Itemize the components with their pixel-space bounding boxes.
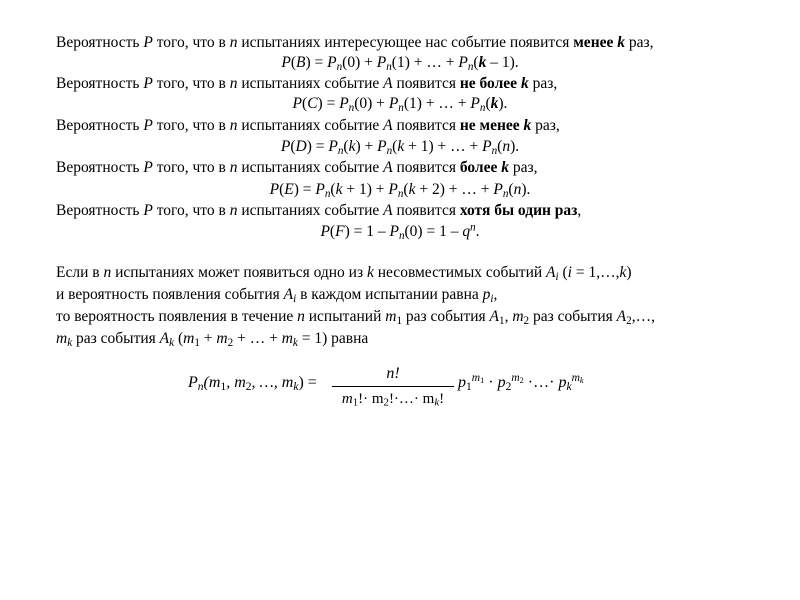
text-fragment: раз, <box>528 75 558 92</box>
text-fragment: раз, <box>625 34 654 51</box>
symbol-k: k <box>501 159 509 176</box>
text-fragment: того, что в <box>152 34 230 51</box>
sub-n: n <box>324 187 331 200</box>
symbol-P: P <box>328 138 338 155</box>
text-fragment: того, что в <box>152 117 230 134</box>
symbol-A: A <box>383 202 393 219</box>
text-fragment: , <box>577 202 582 219</box>
text-fragment: ( <box>558 264 568 281</box>
sub-1: 1 <box>220 380 227 393</box>
symbol-p: p <box>482 286 491 303</box>
exp-sub-k: k <box>579 376 584 386</box>
symbol-P: P <box>315 181 325 198</box>
symbol-p: p <box>497 374 506 391</box>
symbol-P: P <box>388 95 399 112</box>
symbol-P: P <box>143 75 153 92</box>
symbol-k: k <box>617 34 626 51</box>
text-fragment: , <box>493 286 498 303</box>
formula-P-E: $P(E) = P_n(k + 1) + P_n(k + 2)$ + … + $P_n(n)$. <box>269 181 531 200</box>
symbol-P: P <box>320 223 330 240</box>
text-fragment: появится <box>392 159 460 176</box>
fraction-bar <box>332 386 454 387</box>
text-fragment: (0) + <box>354 95 389 112</box>
symbol-P: P <box>389 223 399 240</box>
text-fragment: ) <box>626 264 632 281</box>
text-fragment: несовместимых событий <box>373 264 547 281</box>
text-fragment: ). <box>510 138 520 155</box>
formula-P-B: $P(B) = P_n(0) + P_n(1)$ + … + $P_n(k - 1)$. <box>281 54 519 73</box>
text-fragment: того, что в <box>152 75 230 92</box>
numerator-text: n! <box>386 365 400 382</box>
sub-n: n <box>386 60 392 73</box>
sub-i: i <box>555 270 559 283</box>
text-fragment: раз события <box>529 308 617 325</box>
text-fragment: раз события <box>402 308 490 325</box>
sub-n: n <box>398 229 405 242</box>
text-fragment: Вероятность <box>56 34 144 51</box>
text-fragment: испытаний <box>304 308 386 325</box>
symbol-n: n <box>103 264 112 281</box>
text-fragment: (1) + … + <box>403 95 471 112</box>
text-fragment: ( <box>174 330 184 347</box>
sub-n: n <box>491 144 498 157</box>
sub-n: n <box>337 144 344 157</box>
text-fragment: ·…· <box>523 374 559 391</box>
sub-n: n <box>336 60 343 73</box>
symbol-A: A <box>283 286 294 303</box>
text-line-not-less-than-k <box>56 116 560 136</box>
sub-1: 1 <box>194 336 200 349</box>
text-fragment: Вероятность <box>56 159 144 176</box>
symbol-event: C <box>307 95 318 112</box>
text-fragment: испытаниях событие <box>237 159 384 176</box>
exp-n: n <box>470 221 476 234</box>
text-fragment: = 1,…, <box>571 264 620 281</box>
text-fragment: того, что в <box>152 159 230 176</box>
sub-2: 2 <box>245 380 252 393</box>
symbol-n: n <box>229 159 238 176</box>
text-fragment: + 2) + … + <box>415 181 494 198</box>
text-fragment: появится <box>392 202 460 219</box>
text-fragment: . <box>475 223 480 240</box>
fraction-numerator <box>332 365 454 383</box>
symbol-P: P <box>339 95 349 112</box>
symbol-q: q <box>462 223 471 240</box>
symbol-i: i <box>567 264 572 281</box>
text-fragment: Вероятность <box>56 202 144 219</box>
symbol-A: A <box>383 75 393 92</box>
text-fragment: ! <box>439 391 445 407</box>
symbol-k: k <box>523 117 532 134</box>
symbol-A: A <box>489 308 500 325</box>
bold-keyword: более <box>459 159 498 176</box>
symbol-P: P <box>292 95 303 112</box>
symbol-P: P <box>458 54 468 71</box>
symbol-event: F <box>335 223 345 240</box>
symbol-P: P <box>188 374 198 391</box>
sub-n: n <box>386 144 393 157</box>
text-fragment: ,…, <box>631 308 655 325</box>
exp-sub-2: 2 <box>519 376 524 386</box>
symbol-p: p <box>558 374 567 391</box>
text-fragment: + 1) + … + <box>404 138 483 155</box>
text-line-multinomial-sum <box>56 329 368 349</box>
symbol-n: n <box>229 117 238 134</box>
text-fragment: · <box>484 374 498 391</box>
text-line-at-least-once <box>56 201 581 221</box>
sub-1: 1 <box>352 396 359 409</box>
formula-lhs <box>188 374 317 392</box>
sub-2: 2 <box>505 380 512 393</box>
sub-k: k <box>293 380 299 393</box>
sub-2: 2 <box>383 396 389 409</box>
symbol-m: m <box>512 308 524 325</box>
symbol-m: m <box>216 330 228 347</box>
symbol-P: P <box>482 138 492 155</box>
text-fragment: ) = 1 – <box>344 223 390 240</box>
text-line-less-than-k <box>56 33 654 53</box>
symbol-P: P <box>143 159 153 176</box>
sub-n: n <box>467 60 474 73</box>
text-fragment: = 1) равна <box>297 330 369 347</box>
exp-sub-1: 1 <box>480 376 485 386</box>
symbol-A: A <box>159 330 170 347</box>
text-fragment: !·…· m <box>388 391 435 407</box>
symbol-k: k <box>619 264 627 281</box>
symbol-P: P <box>143 202 153 219</box>
sub-i: i <box>490 292 494 305</box>
text-fragment: появится <box>392 117 460 134</box>
text-fragment: испытаниях может появиться одно из <box>111 264 367 281</box>
text-fragment: + <box>199 330 217 347</box>
formula-P-D: $P(D) = P_n(k) + P_n(k + 1)$ + … + $P_n(n)$. <box>280 138 520 157</box>
sub-k: k <box>434 396 440 409</box>
sub-1: 1 <box>396 314 403 327</box>
text-fragment: , …, m <box>251 374 294 391</box>
formula-P-F: $P(F) = 1 - P_n(0) = 1 - q^n$. <box>320 221 480 242</box>
exp-m: m <box>511 372 520 385</box>
sub-n: n <box>398 101 404 114</box>
text-line-not-more-than-k <box>56 74 557 94</box>
formula-P-C: $P(C) = P_n(0) + P_n(1)$ + … + $P_n(k)$. <box>292 95 508 114</box>
symbol-k: k <box>478 54 487 71</box>
sub-1: 1 <box>466 380 472 393</box>
symbol-m: m <box>281 330 293 347</box>
symbol-P: P <box>493 181 503 198</box>
text-fragment: и вероятность появления события <box>56 286 284 303</box>
exp-m: m <box>571 372 580 385</box>
text-line-more-than-k <box>56 158 538 178</box>
symbol-event: D <box>295 138 307 155</box>
text-line-multinomial-counts <box>56 307 655 327</box>
text-fragment: (1) + … + <box>391 54 459 71</box>
text-fragment: Вероятность <box>56 75 144 92</box>
sub-k: k <box>169 336 175 349</box>
sub-i: i <box>293 292 297 305</box>
symbol-m: m <box>341 391 353 407</box>
text-fragment: раз события <box>72 330 160 347</box>
text-fragment: , m <box>226 374 246 391</box>
text-fragment: появится <box>392 75 460 92</box>
sub-k: k <box>67 336 73 349</box>
symbol-k: k <box>408 181 416 198</box>
sub-k: k <box>566 380 572 393</box>
symbol-P: P <box>143 117 153 134</box>
symbol-n: n <box>229 202 238 219</box>
symbol-A: A <box>546 264 556 281</box>
symbol-A: A <box>616 308 627 325</box>
symbol-m: m <box>183 330 195 347</box>
bold-keyword: хотя бы один раз <box>459 202 578 219</box>
symbol-m: m <box>385 308 397 325</box>
text-fragment: испытаниях интересующее нас событие появится <box>237 34 574 51</box>
symbol-k: k <box>490 95 499 112</box>
symbol-P: P <box>269 181 280 198</box>
text-fragment: Вероятность <box>56 117 144 134</box>
text-fragment: раз, <box>509 159 538 176</box>
text-fragment: испытаниях событие <box>237 202 384 219</box>
sub-2: 2 <box>626 314 632 327</box>
symbol-k: k <box>335 181 343 198</box>
symbol-k: k <box>348 138 356 155</box>
symbol-P: P <box>388 181 398 198</box>
text-line-multinomial-intro <box>56 263 632 283</box>
sub-n: n <box>479 101 486 114</box>
text-fragment: (0) + <box>342 54 377 71</box>
symbol-P: P <box>280 138 291 155</box>
sub-n: n <box>348 101 355 114</box>
text-fragment: ) = <box>298 374 317 391</box>
symbol-A: A <box>383 117 393 134</box>
formula-fraction <box>332 365 454 408</box>
sub-2: 2 <box>523 314 530 327</box>
symbol-p: p <box>458 374 466 391</box>
text-fragment: раз, <box>531 117 560 134</box>
sub-k: k <box>292 336 298 349</box>
text-fragment: испытаниях событие <box>237 117 384 134</box>
text-fragment: + … + <box>233 330 282 347</box>
sub-n: n <box>502 187 509 200</box>
text-fragment: + 1) + <box>342 181 389 198</box>
sub-2: 2 <box>227 336 234 349</box>
bold-keyword: не менее <box>459 117 520 134</box>
text-fragment: ) + <box>355 138 378 155</box>
text-fragment: (m <box>203 374 221 391</box>
symbol-n: n <box>502 138 511 155</box>
formula-rhs <box>458 374 584 392</box>
symbol-k: k <box>366 264 374 281</box>
text-line-multinomial-probabilities <box>56 285 497 305</box>
text-fragment: того, что в <box>152 202 230 219</box>
text-fragment: испытаниях событие <box>237 75 384 92</box>
text-fragment: Если в <box>56 264 104 281</box>
symbol-P: P <box>376 54 387 71</box>
multinomial-formula <box>188 365 628 425</box>
bold-keyword: не более <box>459 75 518 92</box>
sub-n: n <box>197 380 204 393</box>
symbol-P: P <box>281 54 291 71</box>
symbol-k: k <box>520 75 529 92</box>
text-fragment: ). <box>498 95 508 112</box>
symbol-n: n <box>229 34 238 51</box>
symbol-k: k <box>397 138 405 155</box>
symbol-n: n <box>229 75 238 92</box>
symbol-n: n <box>297 308 305 325</box>
sub-n: n <box>397 187 404 200</box>
symbol-n: n <box>513 181 522 198</box>
symbol-m: m <box>56 330 68 347</box>
symbol-A: A <box>383 159 393 176</box>
symbol-event: B <box>296 54 306 71</box>
text-fragment: – 1). <box>486 54 519 71</box>
text-fragment: в каждом испытании равна <box>296 286 483 303</box>
exp-m: m <box>471 372 481 385</box>
symbol-P: P <box>327 54 337 71</box>
symbol-event: E <box>284 181 294 198</box>
text-fragment: то вероятность появления в течение <box>56 308 298 325</box>
bold-keyword: менее <box>573 34 614 51</box>
fraction-denominator <box>332 390 454 408</box>
symbol-P: P <box>377 138 387 155</box>
text-fragment: !· m <box>358 391 384 407</box>
text-fragment: (0) = 1 – <box>404 223 463 240</box>
sub-1: 1 <box>499 314 505 327</box>
symbol-P: P <box>470 95 480 112</box>
text-fragment: ). <box>521 181 531 198</box>
text-fragment: , <box>504 308 513 325</box>
symbol-P: P <box>143 34 153 51</box>
